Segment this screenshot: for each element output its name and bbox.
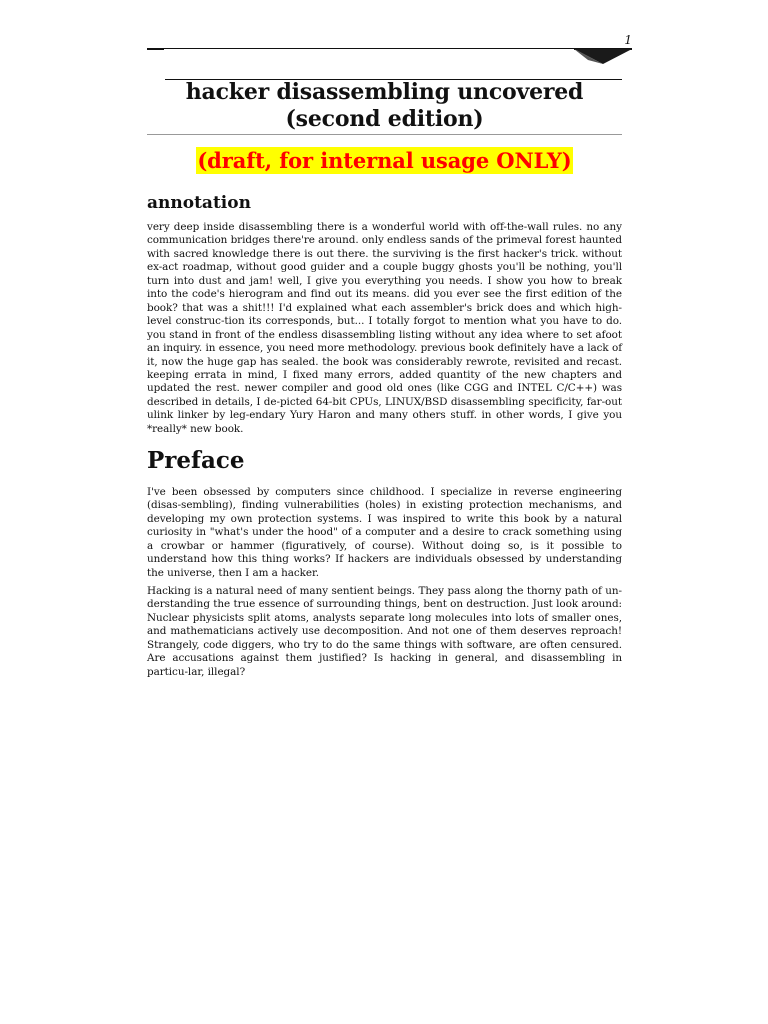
page-number: 1 — [624, 33, 632, 47]
draft-notice-wrapper — [147, 147, 622, 174]
page-tab-triangle-icon — [574, 49, 632, 65]
book-title-line1: hacker disassembling uncovered — [185, 79, 584, 105]
preface-heading: Preface — [147, 447, 245, 474]
book-title — [147, 79, 622, 133]
header-rule — [164, 48, 574, 49]
annotation-paragraph: very deep inside disassembling there is a wonderful world with off-the-wall rules. no any communication bridges there're around. only endless sands of the primeval forest haunted with sacred knowledge there is out there. the surviving is the first hacker's trick. without ex-act roadmap, without good guider and a couple buggy ghosts you'll be nothing, you'll turn into dust and jam! well, I give you everything you needs. I show you how to break into the code's hierogram and find out its means. did you ever see the first edition of the book? that was a shit!!! I'd explained what each assembler's brick does and which high-level construc-tion its corresponds, but... I totally forgot to mention what you have to do. you stand in front of the endless disassembling listing without any idea where to set afoot an inquiry. in essence, you need more methodology. previous book definitely have a lack of it, now the huge gap has sealed. the book was considerably rewrote, revisited and recast. keeping errata in mind, I fixed many errors, added quantity of the new chapters and updated the rest. newer compiler and good old ones (like CGG and INTEL C/C++) was described in details, I de-picted 64-bit CPUs, LINUX/BSD disassembling specificity, far-out ulink linker by leg-endary Yury Haron and many others stuff. in other words, I give you *really* new book. — [147, 221, 622, 435]
annotation-heading: annotation — [147, 193, 251, 213]
preface-paragraph-1: I've been obsessed by computers since childhood. I specialize in reverse engineering (disas-sembling), finding vulnerabilities (holes) in existing protection mechanisms, and developing my own protection systems. I was inspired to write this book by a natural curiosity in "what's under the hood" of a computer and a desire to crack something using a crowbar or hammer (figuratively, of course). Without doing so, is it possible to understand how this thing works? If hackers are individuals obsessed by understanding the universe, then I am a hacker. — [147, 486, 622, 579]
title-bottom-rule — [147, 134, 622, 135]
header-rule-stub — [147, 48, 164, 50]
draft-notice: (draft, for internal usage ONLY) — [197, 148, 572, 173]
preface-paragraph-2: Hacking is a natural need of many sentient beings. They pass along the thorny path of un-derstanding the true essence of surrounding things, bent on destruction. Just look around: Nuclear physicists split atoms, analysts separate long molecules into lots of smaller ones, and mathematicians actively use decomposition. And not one of them deserves reproach! Strangely, code diggers, who try to do the same things with software, are often censured. Are accusations against them justified? Is hacking in general, and disassembling in particu-lar, illegal? — [147, 585, 622, 678]
book-title-line2: (second edition) — [285, 106, 484, 132]
